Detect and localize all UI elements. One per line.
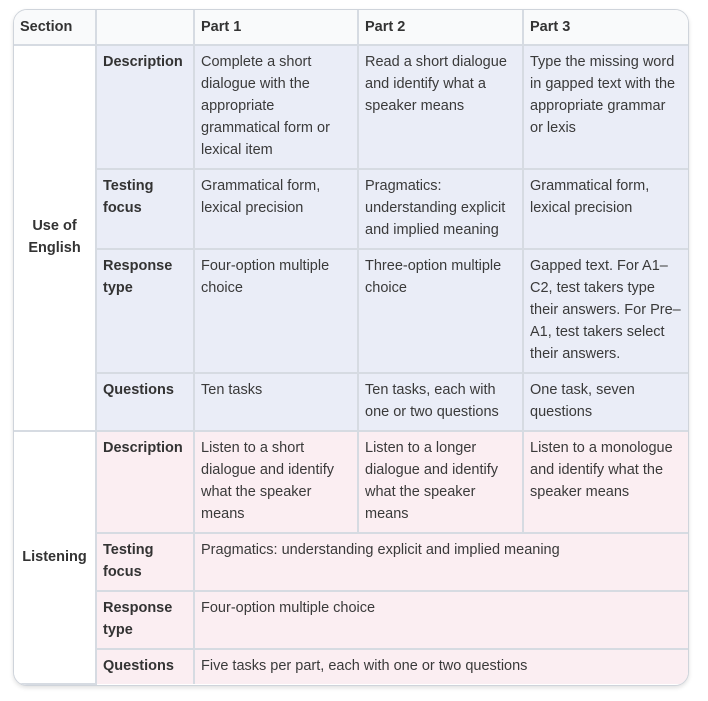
header-row [14, 10, 688, 45]
table-cell: Listen to a monologue and identify what the speaker means [523, 431, 688, 533]
header-part-2: Part 2 [358, 10, 523, 45]
table-cell: Grammatical form, lexical precision [194, 169, 358, 249]
table-cell: Ten tasks, each with one or two questions [358, 373, 523, 431]
table-cell: Complete a short dialogue with the appropriate grammatical form or lexical item [194, 45, 358, 169]
table-cell: Listen to a longer dialogue and identify what the speaker means [358, 431, 523, 533]
listening-description-row [14, 431, 688, 533]
section-listening: Listening [14, 431, 96, 684]
table-cell: Read a short dialogue and identify what a speaker means [358, 45, 523, 169]
table-cell-merged: Pragmatics: understanding explicit and implied meaning [194, 533, 688, 591]
row-label: Questions [96, 373, 194, 431]
uoe-questions-row [14, 373, 688, 431]
table-cell: Four-option multiple choice [194, 249, 358, 373]
table-cell: Gapped text. For A1–C2, test takers type their answers. For Pre–A1, test takers select their answers. [523, 249, 688, 373]
row-label: Response type [96, 591, 194, 649]
row-label: Response type [96, 249, 194, 373]
uoe-testing-focus-row [14, 169, 688, 249]
table-cell: Pragmatics: understanding explicit and implied meaning [358, 169, 523, 249]
exam-structure-table-frame [13, 9, 689, 686]
table-cell: Three-option multiple choice [358, 249, 523, 373]
header-part-3: Part 3 [523, 10, 688, 45]
row-label: Testing focus [96, 169, 194, 249]
exam-structure-table [14, 10, 688, 685]
row-label: Testing focus [96, 533, 194, 591]
row-label: Description [96, 431, 194, 533]
listening-response-type-row [14, 591, 688, 649]
table-cell: Listen to a short dialogue and identify what the speaker means [194, 431, 358, 533]
table-cell-merged: Four-option multiple choice [194, 591, 688, 649]
section-use-of-english: Use of English [14, 45, 96, 431]
listening-questions-row [14, 649, 688, 684]
listening-testing-focus-row [14, 533, 688, 591]
table-cell: One task, seven questions [523, 373, 688, 431]
uoe-description-row [14, 45, 688, 169]
table-cell: Ten tasks [194, 373, 358, 431]
uoe-response-type-row [14, 249, 688, 373]
table-cell: Type the missing word in gapped text with the appropriate grammar or lexis [523, 45, 688, 169]
header-part-1: Part 1 [194, 10, 358, 45]
table-cell: Grammatical form, lexical precision [523, 169, 688, 249]
table-cell-merged: Five tasks per part, each with one or two questions [194, 649, 688, 684]
row-label: Questions [96, 649, 194, 684]
header-section: Section [14, 10, 96, 45]
header-blank [96, 10, 194, 45]
row-label: Description [96, 45, 194, 169]
